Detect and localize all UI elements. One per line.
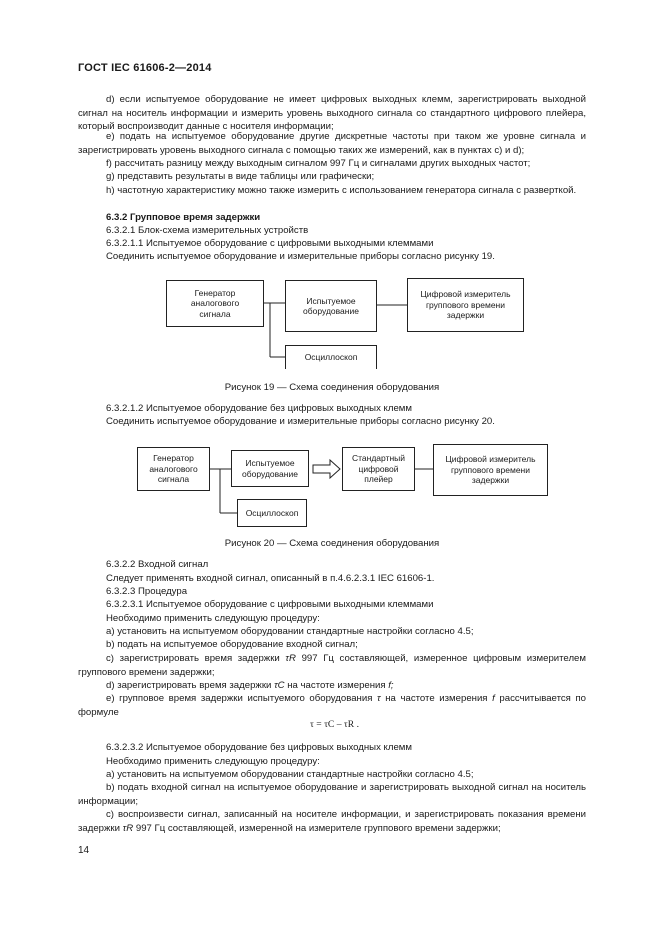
- fig20-player-box: Стандартный цифровой плейер: [342, 447, 415, 491]
- fig20-scope-box: Осциллоскоп: [237, 499, 307, 527]
- f-symbol: f;: [388, 680, 394, 691]
- item-c: c) воспроизвести сигнал, записанный на носителе информации, и зарегистрировать показания времени задержки τR 997 Гц составляющей, измеренной на измерителе группового времени задержки;: [78, 809, 586, 834]
- item-d2: d) зарегистрировать время задержки τC на частоте измерения f;: [106, 680, 394, 691]
- figure-20-caption: Рисунок 20 — Схема соединения оборудования: [224, 538, 440, 549]
- fig20-generator-box: Генератор аналогового сигнала: [137, 447, 210, 491]
- item-e2: e) групповое время задержки испытуемого оборудования τ на частоте измерения f рассчитывается по формуле: [78, 693, 586, 718]
- paragraph: Следует применять входной сигнал, описанный в п.4.6.2.3.1 IEC 61606-1.: [106, 573, 435, 584]
- subsection-heading: 6.3.2.2 Входной сигнал: [106, 559, 209, 570]
- page-number: 14: [78, 845, 90, 856]
- tau-r-symbol: τR: [285, 653, 296, 664]
- paragraph: Соединить испытуемое оборудование и измерительные приборы согласно рисунку 19.: [106, 251, 495, 262]
- item-b: b) подать входной сигнал на испытуемое оборудование и зарегистрировать выходной сигнал на носитель информации;: [78, 782, 586, 807]
- item-a: a) установить на испытуемом оборудовании стандартные настройки согласно 4.5;: [106, 626, 474, 637]
- paragraph: Необходимо применить следующую процедуру:: [106, 613, 320, 624]
- item-h: h) частотную характеристику можно также измерить с использованием генератора сигнала с разверткой.: [106, 185, 577, 196]
- paragraph: Необходимо применить следующую процедуру:: [106, 756, 320, 767]
- tau-r-symbol: τR: [122, 822, 134, 834]
- item-c: c) зарегистрировать время задержки τR 997 Гц составляющей, измеренное цифровым измерителем группового времени задержки;: [78, 653, 586, 678]
- item-d: d) если испытуемое оборудование не имеет цифровых выходных клемм, зарегистрировать выходной сигнал на носитель информации и измерить уровень выходного сигнала со стандартного цифрового плейера, который воспроизводит данные с носителя информации;: [78, 94, 586, 132]
- subsection-heading: 6.3.2.3 Процедура: [106, 586, 188, 597]
- item-g: g) представить результаты в виде таблицы или графически;: [106, 171, 375, 182]
- tau-symbol: τ: [377, 693, 381, 704]
- item-a: a) установить на испытуемом оборудовании стандартные настройки согласно 4.5;: [106, 769, 474, 780]
- document-header: ГОСТ IEC 61606-2—2014: [78, 62, 212, 74]
- tau-c-symbol: τC: [274, 680, 285, 691]
- fig19-generator-box: Генератор аналогового сигнала: [166, 280, 264, 327]
- section-heading: 6.3.2 Групповое время задержки: [106, 212, 261, 223]
- formula: τ = τC – τR .: [310, 719, 359, 730]
- subsection-heading: 6.3.2.1.1 Испытуемое оборудование с цифровыми выходными клеммами: [106, 238, 434, 249]
- f-symbol: f: [492, 693, 495, 704]
- fig19-meter-box: Цифровой измеритель группового времени задержки: [407, 278, 524, 332]
- subsection-heading: 6.3.2.1.2 Испытуемое оборудование без цифровых выходных клемм: [106, 403, 412, 414]
- paragraph: Соединить испытуемое оборудование и измерительные приборы согласно рисунку 20.: [106, 416, 495, 427]
- fig19-dut-box: Испытуемое оборудование: [285, 280, 377, 332]
- fig19-scope-box: Осциллоскоп: [285, 345, 377, 369]
- subsection-heading: 6.3.2.3.2 Испытуемое оборудование без цифровых выходных клемм: [106, 742, 412, 753]
- item-e: e) подать на испытуемое оборудование другие дискретные частоты при таком же уровне сигнала и зарегистрировать уровень выходного сигнала с помощью таких же измерений, как в пунктах c) и d);: [78, 131, 586, 156]
- fig20-dut-box: Испытуемое оборудование: [231, 450, 309, 487]
- figure-19-caption: Рисунок 19 — Схема соединения оборудования: [224, 382, 440, 393]
- item-f: f) рассчитать разницу между выходным сигналом 997 Гц и сигналами других выходных частот;: [106, 158, 531, 169]
- subsection-heading: 6.3.2.1 Блок-схема измерительных устройств: [106, 225, 309, 236]
- subsection-heading: 6.3.2.3.1 Испытуемое оборудование с цифровыми выходными клеммами: [106, 599, 434, 610]
- item-b: b) подать на испытуемое оборудование входной сигнал;: [106, 639, 358, 650]
- fig20-meter-box: Цифровой измеритель группового времени задержки: [433, 444, 548, 496]
